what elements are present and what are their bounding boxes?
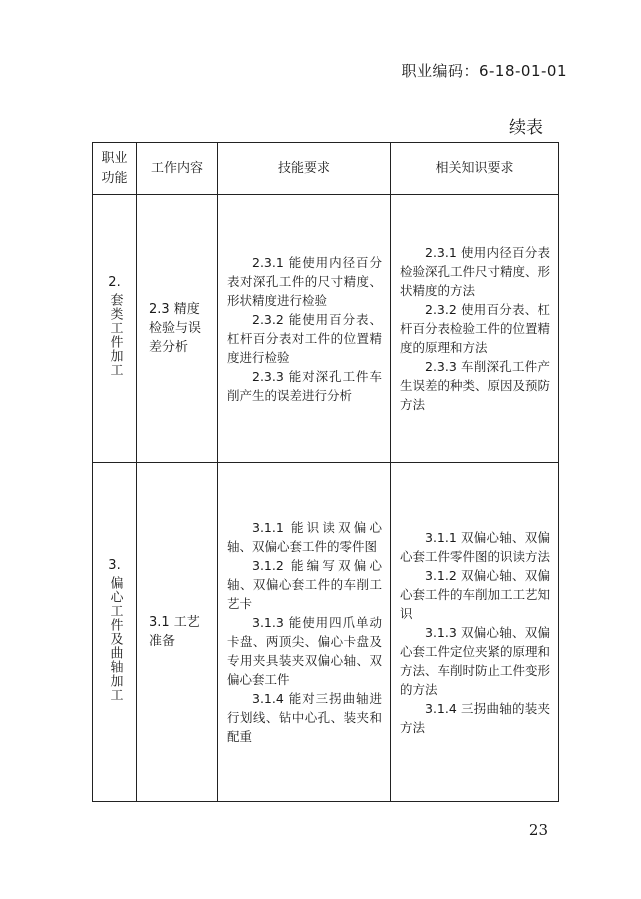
skills-table [92,142,559,802]
knowledge-cell [391,195,559,463]
knowledge-item: 3.1.1 双偏心轴、双偏心套工件零件图的识读方法 [400,529,551,564]
knowledge-item: 2.3.2 使用百分表、杠杆百分表检验工件的位置精度的原理和方法 [400,302,551,355]
skill-item: 3.1.3 能使用四爪单动卡盘、两顶尖、偏心卡盘及专用夹具装夹双偏心轴、双偏心套工件 [227,615,382,687]
knowledge-item: 2.3.3 车削深孔工件产生误差的种类、原因及预防方法 [400,359,551,412]
table-row [93,463,559,802]
knowledge-cell [391,463,559,802]
skill-item: 2.3.2 能使用百分表、杠杆百分表对工件的位置精度进行检验 [227,311,382,365]
skill-item: 3.1.2 能编写双偏心轴、双偏心套工件的车削工艺卡 [227,558,382,611]
skill-item: 2.3.3 能对深孔工件车削产生的误差进行分析 [227,368,382,403]
header-function: 职业功能 [93,143,137,195]
knowledge-item: 3.1.2 双偏心轴、双偏心套工件的车削加工工艺知识 [400,567,551,621]
skill-item: 3.1.4 能对三拐曲轴进行划线、钻中心孔、装夹和配重 [227,691,382,744]
skills-cell [218,195,391,463]
header-knowledge: 相关知识要求 [391,143,559,195]
table-row [93,195,559,463]
skill-item: 3.1.1 能识读双偏心轴、双偏心套工件的零件图 [227,520,382,554]
knowledge-item: 2.3.1 使用内径百分表检验深孔工件尺寸精度、形状精度的方法 [400,245,551,298]
content-cell: 2.3 精度检验与误差分析 [137,195,218,463]
header-skills: 技能要求 [218,143,391,195]
page-number: 23 [528,821,548,839]
function-cell: 2. 套类工件加工 [93,195,137,463]
function-cell: 3. 偏心工件及曲轴加工 [93,463,137,802]
table-header-row [93,143,559,195]
occupation-code: 职业编码：6-18-01-01 [401,62,567,80]
header-content: 工作内容 [137,143,218,195]
knowledge-item: 3.1.3 双偏心轴、双偏心套工件定位夹紧的原理和方法、车削时防止工件变形的方法 [400,624,551,697]
skill-item: 2.3.1 能使用内径百分表对深孔工件的尺寸精度、形状精度进行检验 [227,254,382,308]
content-cell: 3.1 工艺准备 [137,463,218,802]
knowledge-item: 3.1.4 三拐曲轴的装夹方法 [400,700,550,735]
continued-label: 续表 [509,118,543,138]
skills-cell [218,463,391,802]
